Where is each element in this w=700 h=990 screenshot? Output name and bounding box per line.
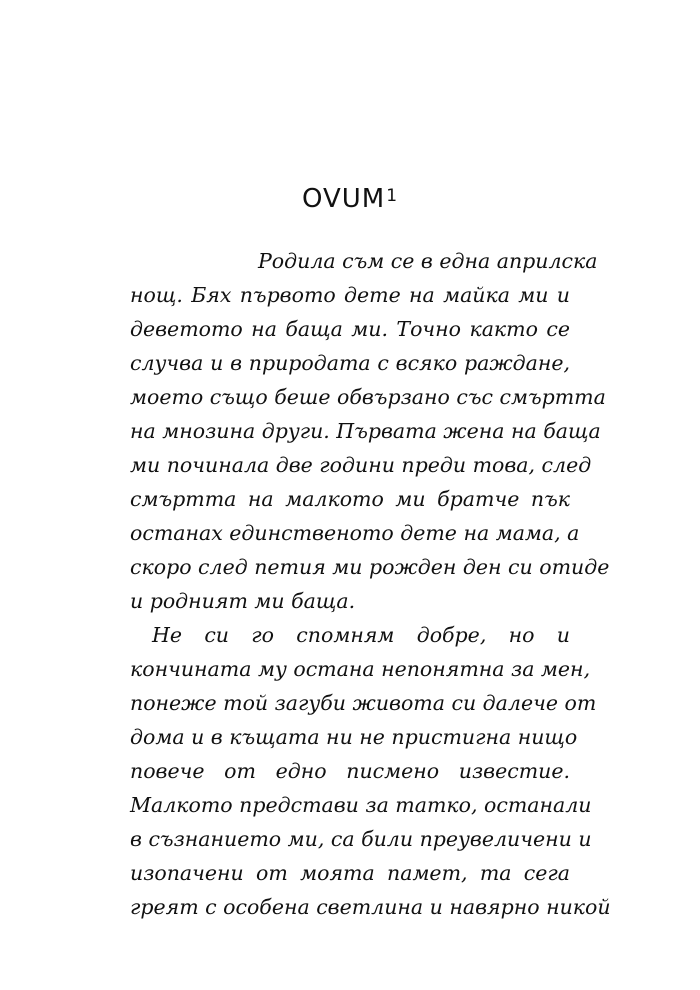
text-line: скоро след петия ми рожден ден си отиде (130, 555, 610, 579)
text-line: на мнозина други. Първата жена на баща (130, 419, 601, 443)
chapter-title (0, 184, 700, 214)
text-line: и родният ми баща. (130, 589, 356, 613)
text-line: изопачени от моята памет, та сега (130, 861, 570, 885)
text-line: останах единственото дете на мама, а (130, 521, 580, 545)
text-line: кончината му остана непонятна за мен, (130, 657, 591, 681)
text-line: Не си го спомням добре, но и (152, 623, 570, 647)
text-line: моето също беше обвързано със смъртта (130, 385, 606, 409)
footnote-marker: 1 (386, 186, 399, 206)
text-line: в съзнанието ми, са били преувеличени и (130, 827, 592, 851)
text-line: случва и в природата с всяко раждане, (130, 351, 570, 375)
text-line: греят с особена светлина и навярно никой (130, 895, 611, 919)
text-line: повече от едно писмено известие. (130, 759, 570, 783)
text-line: понеже той загуби живота си далече от (130, 691, 597, 715)
body-text (130, 244, 611, 924)
text-line: Малкото представи за татко, останали (130, 793, 592, 817)
chapter-title-text: OVUM (301, 184, 386, 214)
text-line: нощ. Бях първото дете на майка ми и (130, 283, 570, 307)
text-line: Родила съм се в една априлска (258, 249, 598, 273)
text-line: смъртта на малкото ми братче пък (130, 487, 570, 511)
text-line: деветото на баща ми. Точно както се (130, 317, 570, 341)
text-line: ми починала две години преди това, след (130, 453, 592, 477)
text-line: дома и в къщата ни не пристигна нищо (130, 725, 578, 749)
